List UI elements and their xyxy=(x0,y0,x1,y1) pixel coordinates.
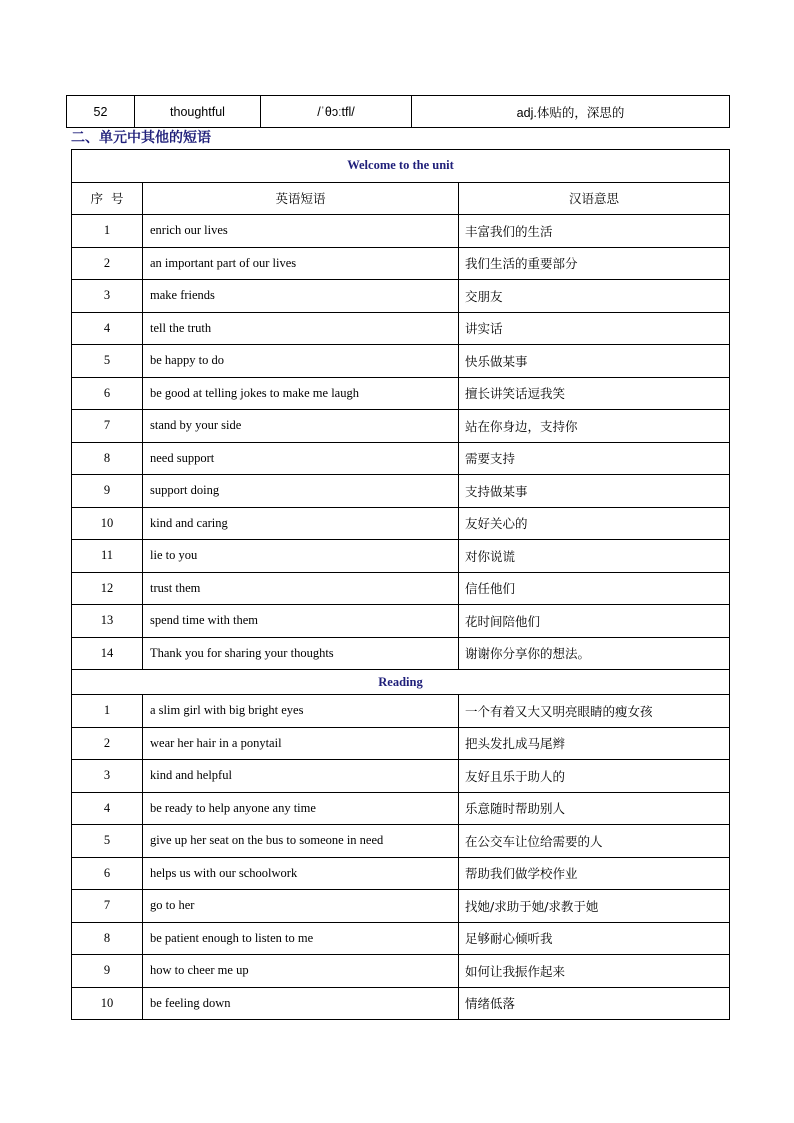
phrase-number: 10 xyxy=(72,987,143,1020)
phrase-english: support doing xyxy=(143,475,459,508)
table-row xyxy=(72,215,730,248)
word-meaning: adj.体贴的，深思的 xyxy=(412,96,730,128)
phrase-english: an important part of our lives xyxy=(143,247,459,280)
phrase-chinese: 需要支持 xyxy=(459,442,730,475)
phrase-chinese: 对你说谎 xyxy=(459,540,730,573)
phrase-chinese: 友好且乐于助人的 xyxy=(459,760,730,793)
phrase-chinese: 快乐做某事 xyxy=(459,345,730,378)
phrase-english: be happy to do xyxy=(143,345,459,378)
phrase-english: spend time with them xyxy=(143,605,459,638)
table-row xyxy=(72,345,730,378)
table-row xyxy=(72,572,730,605)
table-row xyxy=(72,540,730,573)
phrase-table xyxy=(71,149,730,1020)
table-row xyxy=(72,637,730,670)
phrase-chinese: 在公交车让位给需要的人 xyxy=(459,825,730,858)
phrase-number: 3 xyxy=(72,760,143,793)
table-row xyxy=(72,475,730,508)
phrase-number: 12 xyxy=(72,572,143,605)
phrase-number: 8 xyxy=(72,442,143,475)
table-row xyxy=(72,605,730,638)
table-row xyxy=(72,410,730,443)
vocabulary-table-tail xyxy=(66,95,730,128)
table-row xyxy=(72,760,730,793)
phrase-chinese: 找她/求助于她/求教于她 xyxy=(459,890,730,923)
phrase-english: enrich our lives xyxy=(143,215,459,248)
phrase-number: 3 xyxy=(72,280,143,313)
reading-title-row xyxy=(72,670,730,695)
phrase-english: Thank you for sharing your thoughts xyxy=(143,637,459,670)
phrase-number: 13 xyxy=(72,605,143,638)
phrase-english: give up her seat on the bus to someone in need xyxy=(143,825,459,858)
phrase-number: 10 xyxy=(72,507,143,540)
phrase-english: kind and helpful xyxy=(143,760,459,793)
phrase-english: wear her hair in a ponytail xyxy=(143,727,459,760)
phrase-chinese: 如何让我振作起来 xyxy=(459,955,730,988)
table-row xyxy=(72,280,730,313)
phrase-english: tell the truth xyxy=(143,312,459,345)
phrase-chinese: 花时间陪他们 xyxy=(459,605,730,638)
section-title: 二、单元中其他的短语 xyxy=(71,130,211,146)
phrase-number: 2 xyxy=(72,247,143,280)
phrase-english: go to her xyxy=(143,890,459,923)
phrase-chinese: 乐意随时帮助别人 xyxy=(459,792,730,825)
phrase-english: stand by your side xyxy=(143,410,459,443)
table-row xyxy=(72,507,730,540)
phrase-english: need support xyxy=(143,442,459,475)
phrase-number: 8 xyxy=(72,922,143,955)
phrase-number: 6 xyxy=(72,857,143,890)
table-row xyxy=(72,955,730,988)
header-chinese: 汉语意思 xyxy=(459,182,730,215)
phrase-number: 11 xyxy=(72,540,143,573)
phrase-english: a slim girl with big bright eyes xyxy=(143,695,459,728)
phrase-chinese: 讲实话 xyxy=(459,312,730,345)
phrase-number: 4 xyxy=(72,792,143,825)
phrase-english: be patient enough to listen to me xyxy=(143,922,459,955)
phrase-chinese: 谢谢你分享你的想法。 xyxy=(459,637,730,670)
phrase-english: how to cheer me up xyxy=(143,955,459,988)
phrase-number: 7 xyxy=(72,890,143,923)
table-row xyxy=(72,312,730,345)
reading-title: Reading xyxy=(72,670,730,695)
phrase-chinese: 情绪低落 xyxy=(459,987,730,1020)
phrase-chinese: 把头发扎成马尾辫 xyxy=(459,727,730,760)
table-row xyxy=(72,857,730,890)
phrase-number: 6 xyxy=(72,377,143,410)
phrase-number: 5 xyxy=(72,345,143,378)
phrase-english: helps us with our schoolwork xyxy=(143,857,459,890)
table-row xyxy=(72,247,730,280)
phrase-chinese: 我们生活的重要部分 xyxy=(459,247,730,280)
word-english: thoughtful xyxy=(135,96,261,128)
header-number: 序 号 xyxy=(72,182,143,215)
phrase-english: make friends xyxy=(143,280,459,313)
table-row xyxy=(72,890,730,923)
table-row xyxy=(72,377,730,410)
table-row xyxy=(72,442,730,475)
phrase-chinese: 足够耐心倾听我 xyxy=(459,922,730,955)
phrase-english: lie to you xyxy=(143,540,459,573)
table-row xyxy=(72,922,730,955)
phrase-chinese: 支持做某事 xyxy=(459,475,730,508)
table-row xyxy=(67,96,730,128)
table-row xyxy=(72,727,730,760)
phrase-number: 9 xyxy=(72,475,143,508)
phrase-number: 1 xyxy=(72,695,143,728)
header-row xyxy=(72,182,730,215)
table-row xyxy=(72,792,730,825)
phrase-number: 1 xyxy=(72,215,143,248)
phrase-chinese: 一个有着又大又明亮眼睛的瘦女孩 xyxy=(459,695,730,728)
phrase-english: kind and caring xyxy=(143,507,459,540)
table-row xyxy=(72,695,730,728)
phrase-chinese: 交朋友 xyxy=(459,280,730,313)
phrase-number: 4 xyxy=(72,312,143,345)
phrase-number: 7 xyxy=(72,410,143,443)
table-row xyxy=(72,825,730,858)
phrase-chinese: 帮助我们做学校作业 xyxy=(459,857,730,890)
phrase-number: 14 xyxy=(72,637,143,670)
phrase-english: be ready to help anyone any time xyxy=(143,792,459,825)
phrase-chinese: 友好关心的 xyxy=(459,507,730,540)
word-number: 52 xyxy=(67,96,135,128)
phrase-number: 5 xyxy=(72,825,143,858)
word-phonetic: /ˈθɔːtfl/ xyxy=(261,96,412,128)
phrase-chinese: 丰富我们的生活 xyxy=(459,215,730,248)
welcome-title-row xyxy=(72,150,730,183)
phrase-chinese: 信任他们 xyxy=(459,572,730,605)
phrase-chinese: 擅长讲笑话逗我笑 xyxy=(459,377,730,410)
welcome-title: Welcome to the unit xyxy=(72,150,730,183)
header-english: 英语短语 xyxy=(143,182,459,215)
phrase-english: trust them xyxy=(143,572,459,605)
phrase-english: be feeling down xyxy=(143,987,459,1020)
phrase-number: 2 xyxy=(72,727,143,760)
phrase-chinese: 站在你身边，支持你 xyxy=(459,410,730,443)
phrase-english: be good at telling jokes to make me laugh xyxy=(143,377,459,410)
phrase-number: 9 xyxy=(72,955,143,988)
table-row xyxy=(72,987,730,1020)
